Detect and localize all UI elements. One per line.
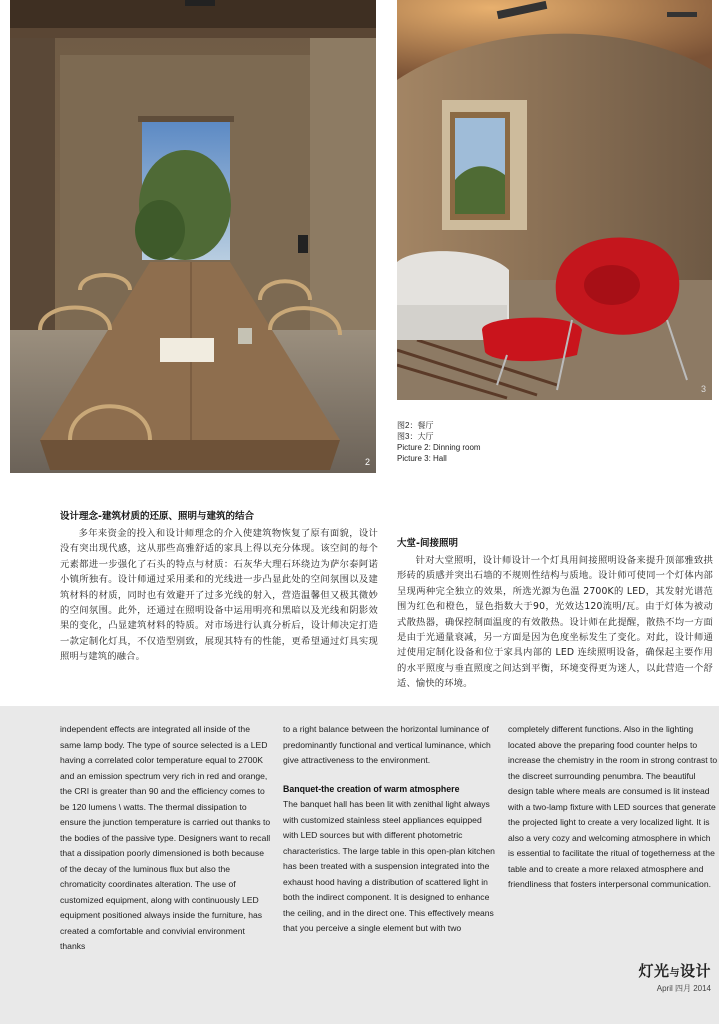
- paragraph: completely different functions. Also in the lighting located above the preparing food counter helps to increase the chemistry in the room in strong contrast to the discreet surrounding penumbra. The beautiful design table where meals are consumed is lit instead with a two-lamp fixture with LED sources that generate the projected light to create a very localized light. It is also a very cozy and welcoming atmosphere in which is essential to facilitate the ritual of togetherness at the table and to create a more relaxed atmosphere and friendliness that fosters interpersonal communication.: [508, 724, 718, 889]
- magazine-footer: [638, 960, 711, 994]
- paragraph: The banquet hall has been lit with zenithal light always with customized stainless steel appliances equipped with LED sources but with different photometric characteristics. The large table in this open-plan kitchen has been treated with a suspension integrated into the exhaust hood having a distribution of scattered light in both the indirect component. It is designed to enhance the ceiling, and in the direct one. This effectively means that you perceive a single element but with two: [283, 799, 495, 933]
- english-column-1: [60, 722, 272, 955]
- caption-line: Picture 2: Dinning room: [397, 443, 481, 452]
- cn-section-lobby-lighting: [397, 537, 715, 692]
- issue-date: April 四月 2014: [656, 984, 711, 993]
- paragraph: independent effects are integrated all inside of the same lamp body. The type of source selected is a LED having a correlated color temperature equal to 2700K and an emission spectrum very rich in red and orange, the CRI is greater than 90 and the efficiency comes to be 120 lumens \ watts. The thermal dissipation to ensure the junction temperature is carried out thanks to the bodies of the passive type. Designers want to recall that a dissipation poorly dimensioned is both because of the decay of the luminous flux but also the chromaticity coordinates alteration. The use of customized equipment, along with continuously LED equipment positioned always inside the furniture, has created a comfortable and convivial environment thanks: [60, 724, 271, 951]
- english-column-3: [508, 722, 718, 893]
- logo-text: 设计: [679, 962, 711, 980]
- photo-captions: [397, 420, 697, 464]
- section-heading: 大堂-间接照明: [397, 538, 458, 549]
- hall-photo: [397, 0, 712, 400]
- photo-number: 3: [700, 384, 706, 394]
- paragraph: to a right balance between the horizontal luminance of predominantly functional and vertical luminance, which give attractiveness to the environment.: [283, 724, 491, 765]
- dining-room-photo: [10, 0, 376, 473]
- section-heading: 设计理念-建筑材质的还原、照明与建筑的结合: [60, 511, 254, 522]
- magazine-logo: [638, 960, 711, 981]
- section-body: 多年来资金的投入和设计师理念的介入使建筑物恢复了原有面貌，设计没有突出现代感，这从那些高雅舒适的家具上得以充分体现。该空间的每个元素都进一步强化了石头的特点与材质：石灰华大理石环绕边为萨尔泰阿诺小镇所独有。设计师通过采用柔和的光线进一步凸显此处的空间氛围以及建筑材料的材质，同时也有效避开了过多光线的射入，营造温馨但又极其微妙的空间氛围。此外，还通过在照明设备中运用明亮和黑暗以及光线和阴影效果的变化，凸显建筑材料的特质。对市场进行认真分析后，设计师决定打造一款定制化灯具，不仅造型别致，展现其特有的性能，更希望通过灯具实现照明与建筑的融合。: [60, 528, 378, 663]
- logo-text: 灯光: [638, 962, 670, 980]
- english-column-2: [283, 722, 495, 937]
- caption-line: 图2：餐厅: [397, 421, 434, 430]
- hall-illustration: [397, 0, 712, 400]
- caption-line: Picture 3: Hall: [397, 454, 447, 463]
- section-heading: Banquet-the creation of warm atmosphere: [283, 783, 460, 794]
- logo-text: 与: [669, 968, 680, 979]
- section-body: 针对大堂照明，设计师设计一个灯具用间接照明设备来提升顶部雅致拱形砖的质感并突出石墙的不规则性结构与质地。设计师可使同一个灯体内部呈现两种完全独立的效果，所选光源为色温 2700K的 LED，其发射光谱范围为红色和橙色，显色指数大于90，光效达120流明/瓦。由于灯体为被动式散热器，确保控制面温度的有效散热。设计师在此提醒，散热不均一方面是由于光通量衰减，另一方面是因为色度坐标发生了变化。对此，设计师通过使用定制化设备和位于家具内部的 LED 连续照明设备，确保起主要作用的水平照度与垂直照度之间达到平衡，环境变得更为迷人，以此营造一个舒适、愉快的环境。: [397, 555, 713, 690]
- dining-room-illustration: [10, 0, 376, 473]
- cn-section-design-concept: [60, 510, 378, 665]
- caption-line: 图3：大厅: [397, 432, 434, 441]
- photo-number: 2: [364, 457, 370, 467]
